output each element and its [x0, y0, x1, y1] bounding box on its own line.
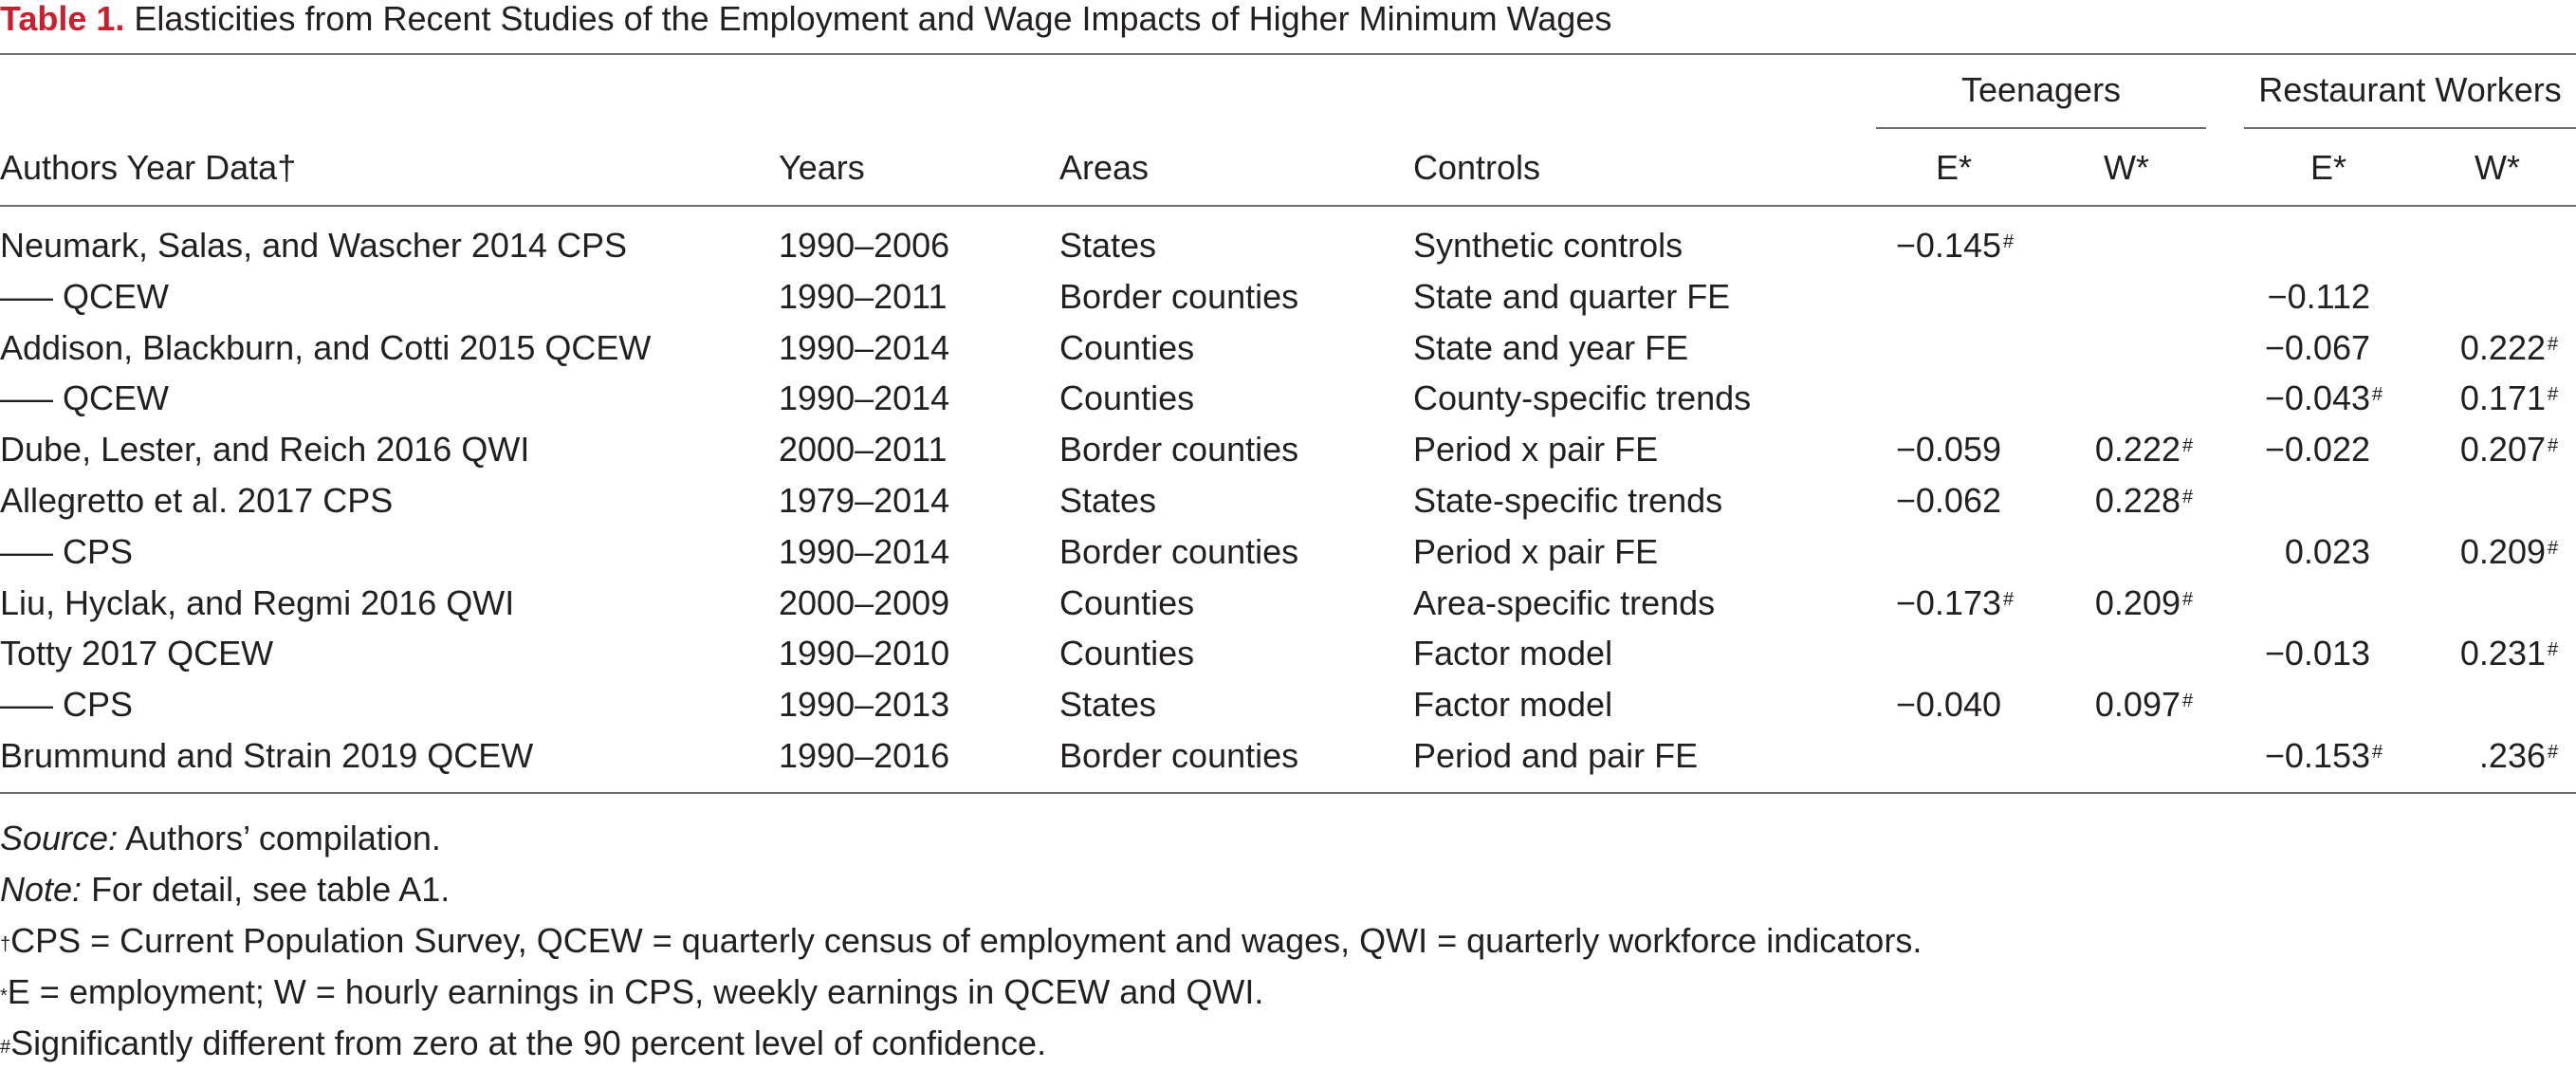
- elasticity-value: −0.145: [1895, 226, 2001, 265]
- elasticity-value: −0.043: [2264, 378, 2370, 417]
- significance-footnote: [0, 1018, 1922, 1069]
- cell-controls: State-specific trends: [1413, 481, 1723, 520]
- cell-rest-e: [2180, 737, 2383, 775]
- elasticity-value: 0.171: [2459, 378, 2546, 417]
- group-header-restaurant-workers: Restaurant Workers: [2258, 70, 2562, 109]
- col-header-years: Years: [779, 148, 865, 187]
- cell-rest-e: [2180, 278, 2383, 316]
- cell-areas: Counties: [1059, 328, 1195, 367]
- source-label: Source:: [0, 819, 119, 857]
- significance-mark: #: [2548, 639, 2559, 660]
- significance-mark: #: [2182, 435, 2194, 456]
- cell-authors: Neumark, Salas, and Wascher 2014 CPS: [0, 226, 627, 265]
- elasticity-value: −0.112: [2267, 277, 2370, 316]
- cell-rest-w: [2356, 686, 2559, 724]
- cell-teen-w: [1991, 278, 2194, 316]
- cell-rest-w: [2356, 278, 2559, 316]
- teenagers-group-rule: [1876, 127, 2206, 129]
- cell-authors: —– QCEW: [0, 277, 170, 316]
- header-rule: [0, 205, 2576, 207]
- table-caption-text: Elasticities from Recent Studies of the Employment and Wage Impacts of Higher Minimum Wages: [134, 0, 1612, 38]
- significance-mark: #: [2182, 589, 2194, 610]
- cell-rest-w: [2356, 737, 2559, 775]
- cell-years: 1979–2014: [779, 481, 950, 520]
- significance-mark: #: [2182, 487, 2194, 507]
- elasticity-value: 0.228: [2094, 481, 2180, 520]
- cell-teen-w: [1991, 482, 2194, 520]
- cell-rest-e: [2180, 329, 2383, 367]
- elasticity-value: 0.231: [2459, 634, 2546, 673]
- table-caption: [0, 0, 1611, 38]
- elasticity-value: .236: [2478, 736, 2546, 775]
- cell-rest-w: [2356, 379, 2559, 417]
- cell-teen-w: [1991, 584, 2194, 622]
- cell-rest-w: [2356, 584, 2559, 622]
- cell-teen-e: [1812, 737, 2015, 775]
- elasticity-value: 0.209: [2094, 583, 2180, 622]
- cell-teen-e: [1812, 329, 2015, 367]
- cell-controls: State and year FE: [1413, 328, 1689, 367]
- cell-controls: County-specific trends: [1413, 378, 1752, 417]
- col-header-authors: Authors Year Data†: [0, 148, 297, 187]
- cell-teen-e: [1812, 482, 2015, 520]
- cell-teen-w: [1991, 686, 2194, 724]
- cell-rest-w: [2356, 533, 2559, 571]
- cell-teen-e: [1812, 584, 2015, 622]
- cell-areas: States: [1059, 685, 1157, 724]
- cell-teen-e: [1812, 227, 2015, 265]
- significance-mark: #: [2182, 691, 2194, 711]
- dagger-footnote: [0, 915, 1922, 967]
- cell-rest-e: [2180, 482, 2383, 520]
- elasticity-value: −0.067: [2264, 328, 2370, 367]
- cell-authors: Liu, Hyclak, and Regmi 2016 QWI: [0, 583, 515, 622]
- cell-areas: States: [1059, 481, 1157, 520]
- cell-teen-w: [1991, 533, 2194, 571]
- cell-rest-w: [2356, 431, 2559, 469]
- cell-rest-w: [2356, 482, 2559, 520]
- hash-mark: #: [0, 1037, 11, 1058]
- bottom-rule: [0, 792, 2576, 794]
- top-rule: [0, 53, 2576, 55]
- cell-years: 1990–2014: [779, 532, 950, 571]
- cell-rest-e: [2180, 379, 2383, 417]
- dagger-text: CPS = Current Population Survey, QCEW = quarterly census of employment and wages, QWI = quarterly workforce indicators.: [10, 921, 1923, 960]
- elasticity-value: 0.097: [2094, 685, 2180, 724]
- elasticity-value: −0.040: [1895, 685, 2001, 724]
- elasticity-value: −0.153: [2264, 736, 2370, 775]
- cell-controls: Period and pair FE: [1413, 736, 1699, 775]
- cell-teen-e: [1812, 533, 2015, 571]
- cell-areas: States: [1059, 226, 1157, 265]
- significance-mark: #: [2003, 589, 2015, 610]
- significance-mark: #: [2372, 742, 2383, 763]
- cell-areas: Counties: [1059, 634, 1195, 673]
- detail-note: [0, 864, 1922, 915]
- cell-areas: Counties: [1059, 583, 1195, 622]
- cell-rest-e: [2180, 533, 2383, 571]
- cell-years: 1990–2013: [779, 685, 950, 724]
- cell-areas: Border counties: [1059, 277, 1299, 316]
- cell-rest-e: [2180, 686, 2383, 724]
- col-header-teen-w: W*: [2104, 148, 2149, 187]
- star-footnote: [0, 967, 1922, 1018]
- cell-controls: State and quarter FE: [1413, 277, 1731, 316]
- cell-areas: Counties: [1059, 378, 1195, 417]
- elasticity-value: −0.013: [2264, 634, 2370, 673]
- dagger-mark: †: [0, 934, 11, 955]
- cell-controls: Synthetic controls: [1413, 226, 1684, 265]
- table-caption-label: Table 1.: [0, 0, 125, 38]
- cell-teen-w: [1991, 431, 2194, 469]
- elasticity-value: −0.173: [1895, 583, 2001, 622]
- table-notes: [0, 813, 1922, 1069]
- cell-years: 2000–2009: [779, 583, 950, 622]
- cell-controls: Factor model: [1413, 634, 1613, 673]
- cell-areas: Border counties: [1059, 532, 1299, 571]
- significance-mark: #: [2548, 538, 2559, 559]
- cell-controls: Period x pair FE: [1413, 430, 1659, 469]
- cell-rest-e: [2180, 431, 2383, 469]
- cell-teen-w: [1991, 737, 2194, 775]
- significance-mark: #: [2548, 435, 2559, 456]
- elasticity-value: −0.062: [1895, 481, 2001, 520]
- cell-years: 1990–2010: [779, 634, 950, 673]
- cell-areas: Border counties: [1059, 430, 1299, 469]
- cell-authors: Dube, Lester, and Reich 2016 QWI: [0, 430, 530, 469]
- elasticity-value: 0.207: [2459, 430, 2546, 469]
- cell-rest-e: [2180, 584, 2383, 622]
- cell-areas: Border counties: [1059, 736, 1299, 775]
- cell-teen-e: [1812, 278, 2015, 316]
- star-text: E = employment; W = hourly earnings in CPS, weekly earnings in QCEW and QWI.: [7, 972, 1264, 1011]
- cell-teen-w: [1991, 227, 2194, 265]
- cell-years: 1990–2014: [779, 378, 950, 417]
- restaurant-group-rule: [2244, 127, 2576, 129]
- cell-rest-e: [2180, 227, 2383, 265]
- elasticity-value: 0.222: [2459, 328, 2546, 367]
- cell-teen-e: [1812, 431, 2015, 469]
- cell-years: 2000–2011: [779, 430, 948, 469]
- col-header-teen-e: E*: [1935, 148, 1973, 187]
- col-header-rest-e: E*: [2309, 148, 2347, 187]
- star-mark: *: [0, 986, 8, 1006]
- elasticity-value: 0.209: [2459, 532, 2546, 571]
- significance-mark: #: [2372, 384, 2383, 405]
- cell-authors: —– CPS: [0, 685, 134, 724]
- elasticity-value: −0.022: [2264, 430, 2370, 469]
- cell-controls: Period x pair FE: [1413, 532, 1659, 571]
- elasticity-value: 0.222: [2094, 430, 2180, 469]
- significance-mark: #: [2548, 384, 2559, 405]
- cell-teen-e: [1812, 379, 2015, 417]
- cell-authors: Brummund and Strain 2019 QCEW: [0, 736, 534, 775]
- cell-authors: Addison, Blackburn, and Cotti 2015 QCEW: [0, 328, 652, 367]
- significance-mark: #: [2003, 231, 2015, 252]
- col-header-controls: Controls: [1413, 148, 1541, 187]
- col-header-rest-w: W*: [2475, 148, 2520, 187]
- significance-mark: #: [2548, 742, 2559, 763]
- cell-years: 1990–2014: [779, 328, 950, 367]
- cell-authors: Allegretto et al. 2017 CPS: [0, 481, 394, 520]
- cell-rest-w: [2356, 635, 2559, 673]
- source-note: [0, 813, 1922, 864]
- cell-teen-e: [1812, 635, 2015, 673]
- cell-teen-w: [1991, 379, 2194, 417]
- cell-teen-w: [1991, 329, 2194, 367]
- source-text: Authors’ compilation.: [125, 819, 441, 857]
- note-label: Note:: [0, 870, 83, 909]
- cell-rest-w: [2356, 227, 2559, 265]
- cell-years: 1990–2006: [779, 226, 950, 265]
- cell-rest-w: [2356, 329, 2559, 367]
- elasticity-value: 0.023: [2284, 532, 2370, 571]
- cell-authors: —– CPS: [0, 532, 134, 571]
- cell-rest-e: [2180, 635, 2383, 673]
- elasticity-value: −0.059: [1895, 430, 2001, 469]
- significance-mark: #: [2548, 334, 2559, 355]
- cell-controls: Factor model: [1413, 685, 1613, 724]
- group-header-teenagers: Teenagers: [1960, 70, 2122, 109]
- cell-years: 1990–2011: [779, 277, 948, 316]
- cell-controls: Area-specific trends: [1413, 583, 1716, 622]
- note-text: For detail, see table A1.: [91, 870, 451, 909]
- cell-years: 1990–2016: [779, 736, 950, 775]
- cell-teen-e: [1812, 686, 2015, 724]
- cell-authors: —– QCEW: [0, 378, 170, 417]
- cell-teen-w: [1991, 635, 2194, 673]
- cell-authors: Totty 2017 QCEW: [0, 634, 274, 673]
- hash-text: Significantly different from zero at the 90 percent level of confidence.: [10, 1023, 1047, 1062]
- col-header-areas: Areas: [1059, 148, 1150, 187]
